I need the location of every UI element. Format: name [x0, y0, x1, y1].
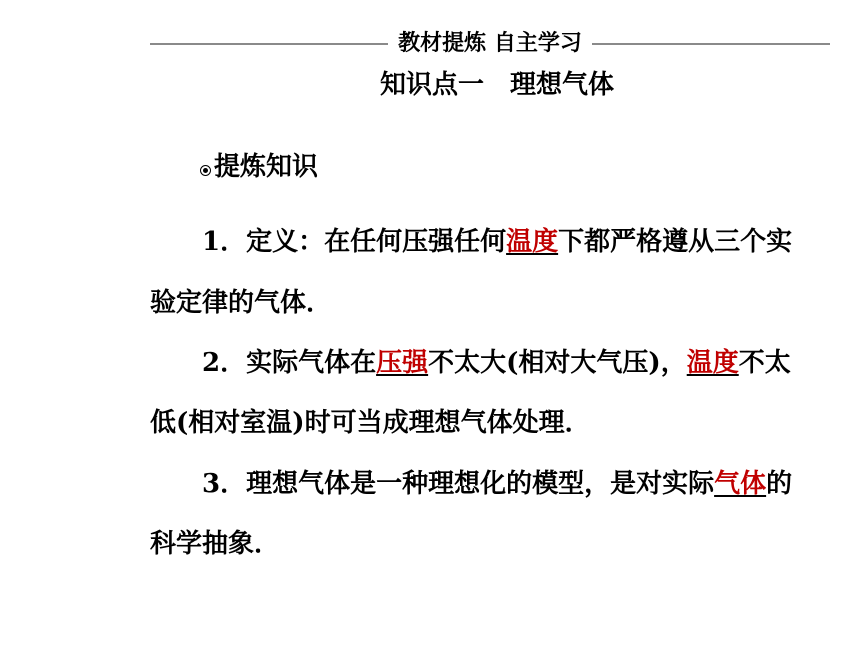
subheading	[200, 150, 318, 184]
paragraph-1-text-a: 1．定义：在任何压强任何	[202, 227, 507, 257]
paragraph-2-text-b: 不太大(相对大气压)，	[428, 348, 687, 378]
paragraph-3-line-1	[202, 467, 792, 501]
paragraph-3-text-a: 3．理想气体是一种理想化的模型，是对实际	[202, 469, 715, 499]
fill-blank-2: 压强	[376, 348, 429, 378]
paragraph-2-text-a: 2．实际气体在	[202, 348, 377, 378]
paragraph-1-line-1	[202, 225, 792, 259]
paragraph-3-line-2: 科学抽象．	[150, 529, 281, 559]
bullet-icon	[200, 165, 211, 176]
paragraph-3-text-b: 的	[766, 469, 793, 499]
header-rule-left	[150, 43, 388, 45]
fill-blank-1: 温度	[506, 227, 559, 257]
header-label: 教材提炼 自主学习	[398, 30, 582, 56]
section-title: 知识点一 理想气体	[380, 70, 615, 100]
paragraph-2-text-c: 不太	[738, 348, 791, 378]
subheading-text: 提炼知识	[214, 152, 319, 182]
fill-blank-4: 气体	[714, 469, 767, 499]
header-rule-right	[592, 43, 830, 45]
paragraph-2-line-1	[202, 346, 791, 380]
paragraph-2-line-2: 低(相对室温)时可当成理想气体处理．	[150, 408, 591, 438]
paragraph-1-line-2: 验定律的气体．	[150, 288, 333, 318]
paragraph-1-text-b: 下都严格遵从三个实	[558, 227, 793, 257]
fill-blank-3: 温度	[686, 348, 739, 378]
